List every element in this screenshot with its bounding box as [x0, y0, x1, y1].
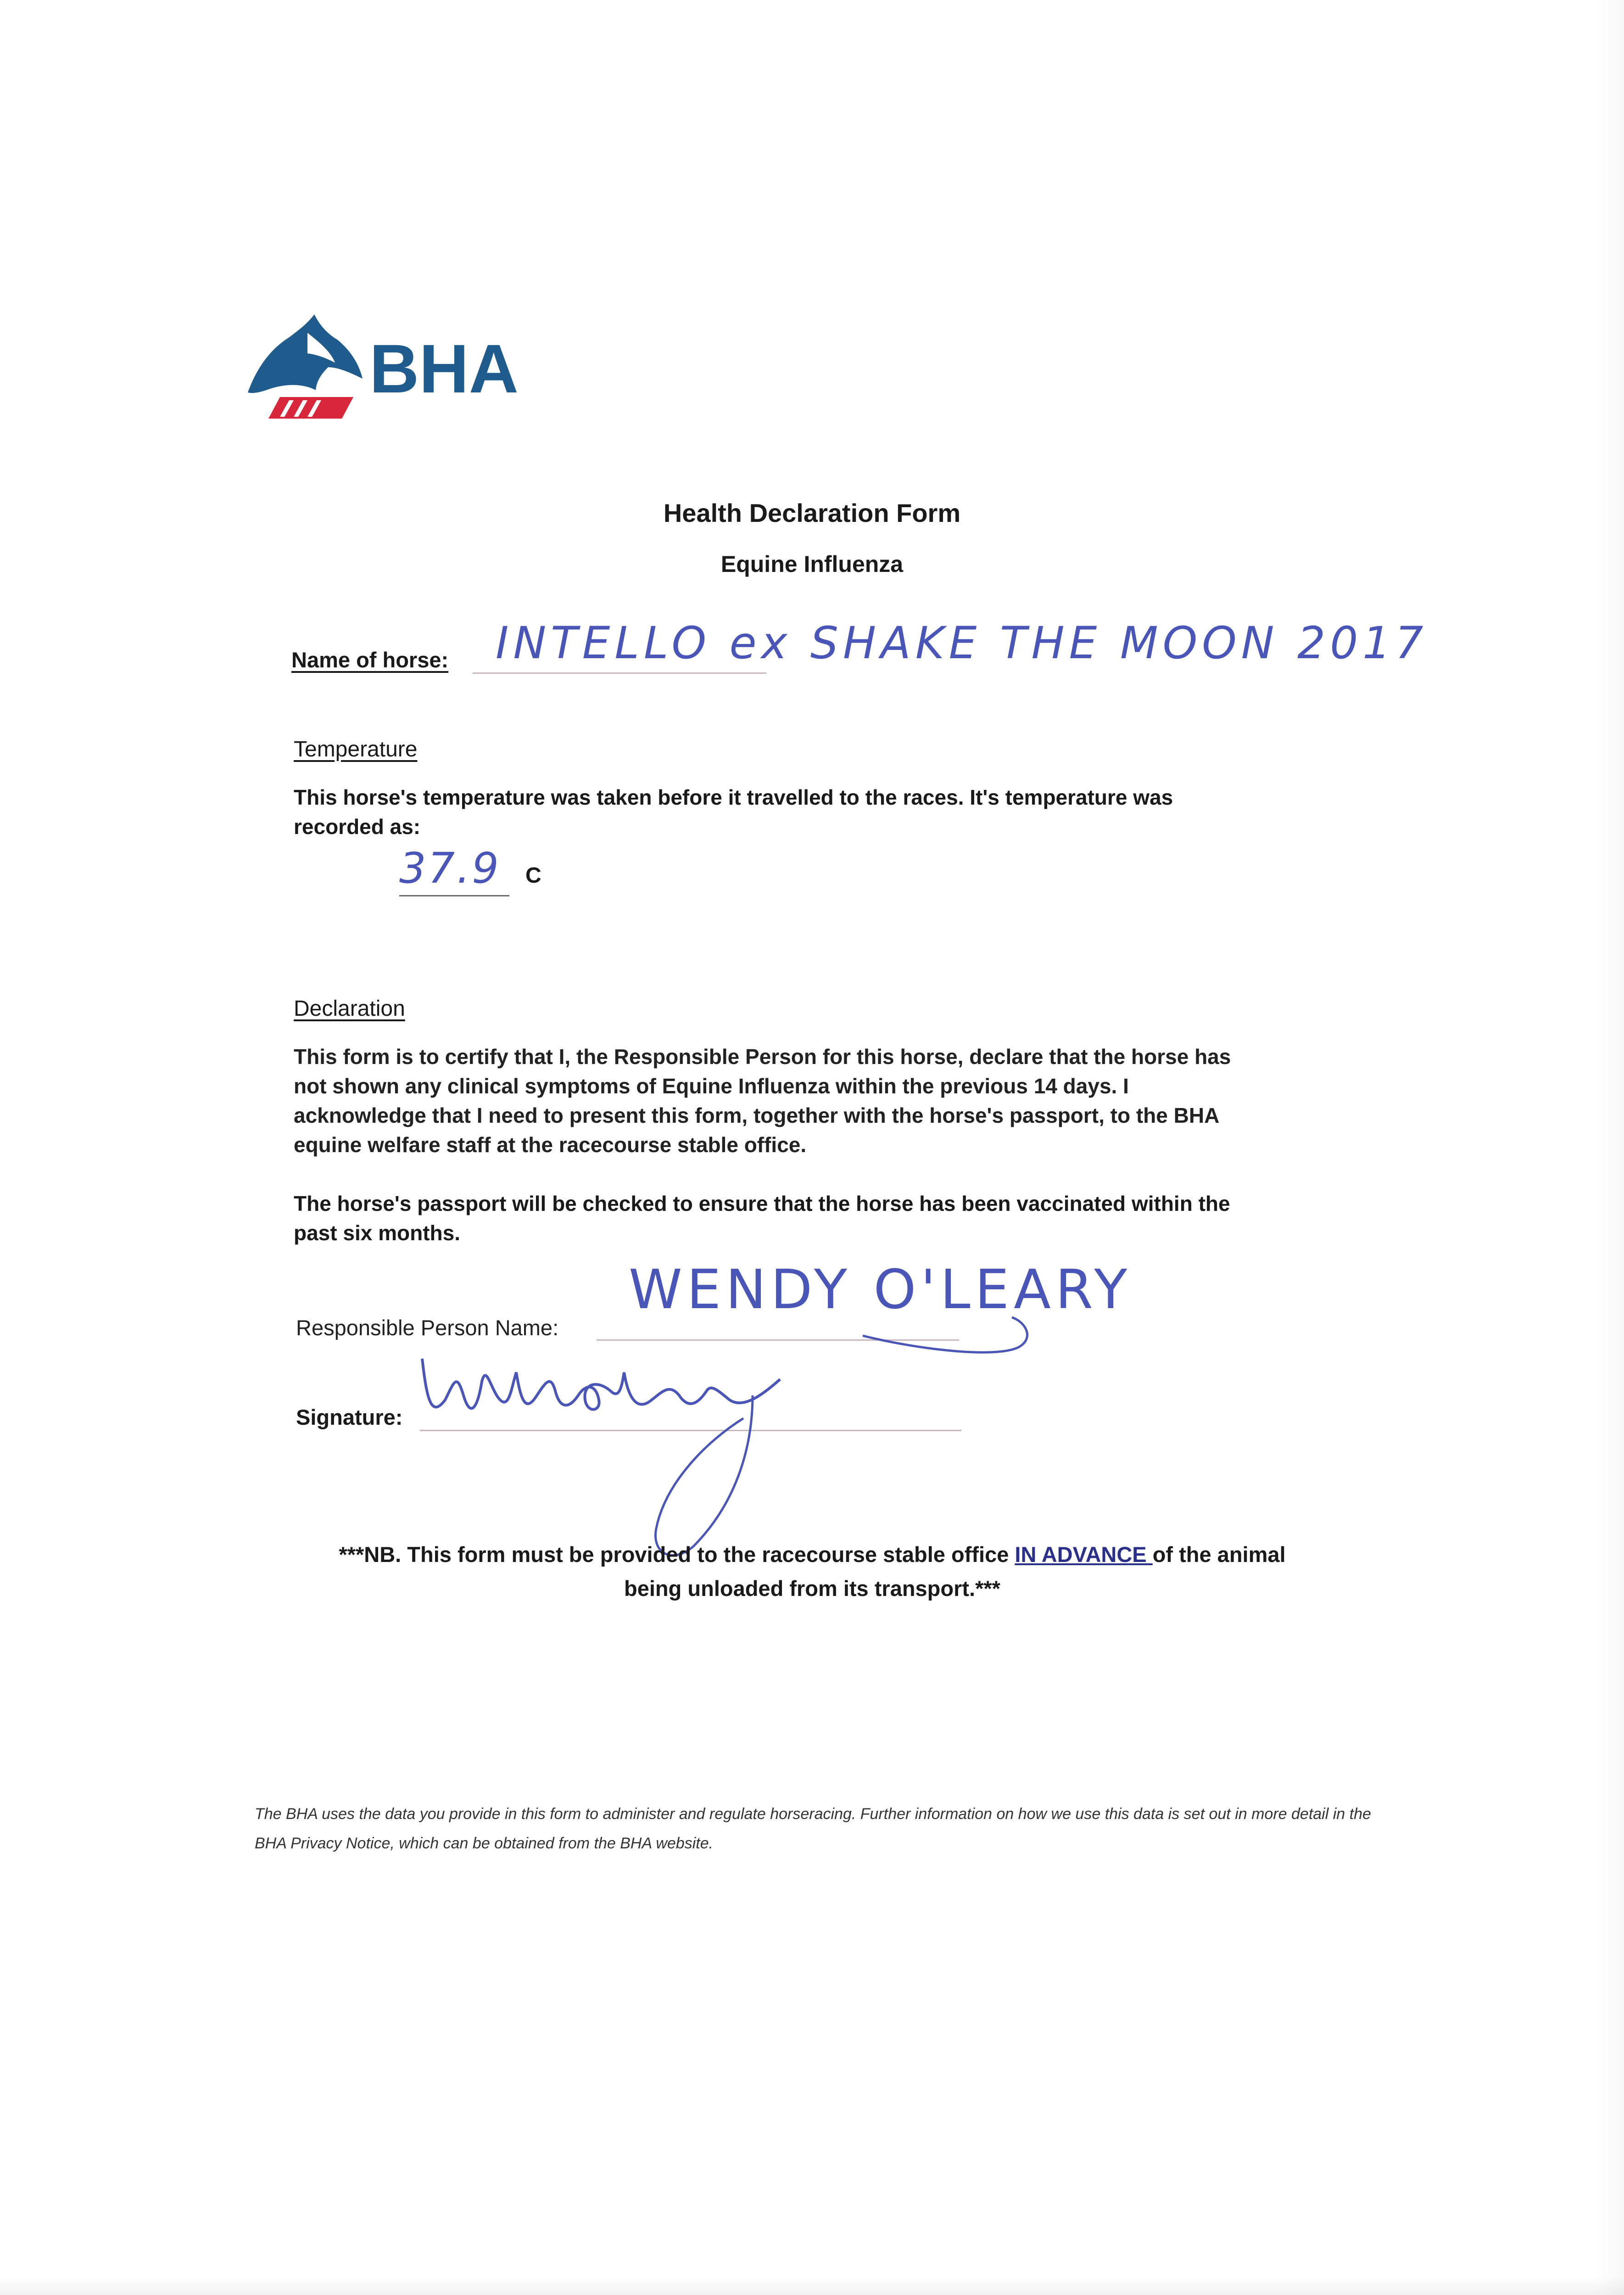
declaration-paragraph-1: This form is to certify that I, the Responsible Person for this horse, declare that the horse has not shown any clinical symptoms of Equine Influenza within the previous 14 days. I acknowledge that I need to present this form, together with the horse's passport, to the BHA equine welfare staff at the racecourse stable office. — [294, 1045, 1231, 1157]
horse-name-line — [473, 672, 766, 674]
responsible-person-label: Responsible Person Name: — [296, 1315, 559, 1340]
form-subtitle: Equine Influenza — [720, 551, 904, 577]
notice-emphasis: IN ADVANCE — [1015, 1542, 1153, 1567]
declaration-heading: Declaration — [294, 996, 405, 1021]
form-title: Health Declaration Form — [663, 498, 961, 527]
horse-name-field[interactable]: INTELLO ex SHAKE THE MOON 2017 — [496, 617, 1428, 669]
scan-edge-bottom — [0, 2277, 1624, 2295]
privacy-footer: The BHA uses the data you provide in this form to administer and regulate horseracing. Further information on how we use this data is set out in more detail in the BHA Privacy Notice, which can be obtained from the BHA website. — [255, 1805, 1371, 1852]
responsible-person-field[interactable]: WENDY O'LEARY — [629, 1258, 1132, 1321]
bha-logo-text: BHA — [369, 330, 519, 407]
declaration-paragraph-2: The horse's passport will be checked to ensure that the horse has been vaccinated within the past six months. — [294, 1192, 1230, 1245]
temperature-paragraph: This horse's temperature was taken before it travelled to the races. It's temperature was recorded as: — [294, 785, 1173, 839]
signature-mark[interactable] — [413, 1331, 872, 1570]
signature-label: Signature: — [296, 1405, 403, 1429]
temperature-unit: C — [525, 863, 541, 888]
horse-head-icon — [248, 314, 363, 419]
temperature-text — [294, 783, 1267, 841]
horse-name-label: Name of horse: — [291, 648, 449, 672]
declaration-body-2 — [294, 1189, 1267, 1248]
notice-prefix: ***NB. This form must be provided to the racecourse stable office — [339, 1542, 1015, 1567]
temperature-heading: Temperature — [294, 737, 418, 761]
scan-edge-right — [1596, 0, 1624, 2295]
notice-suffix: of the animal being unloaded from its transport.*** — [624, 1542, 1286, 1601]
declaration-body — [294, 1042, 1267, 1159]
temperature-line — [399, 895, 509, 896]
bha-logo — [239, 298, 532, 422]
temperature-value-field[interactable]: 37.9 — [399, 844, 501, 893]
advance-notice — [321, 1538, 1303, 1606]
